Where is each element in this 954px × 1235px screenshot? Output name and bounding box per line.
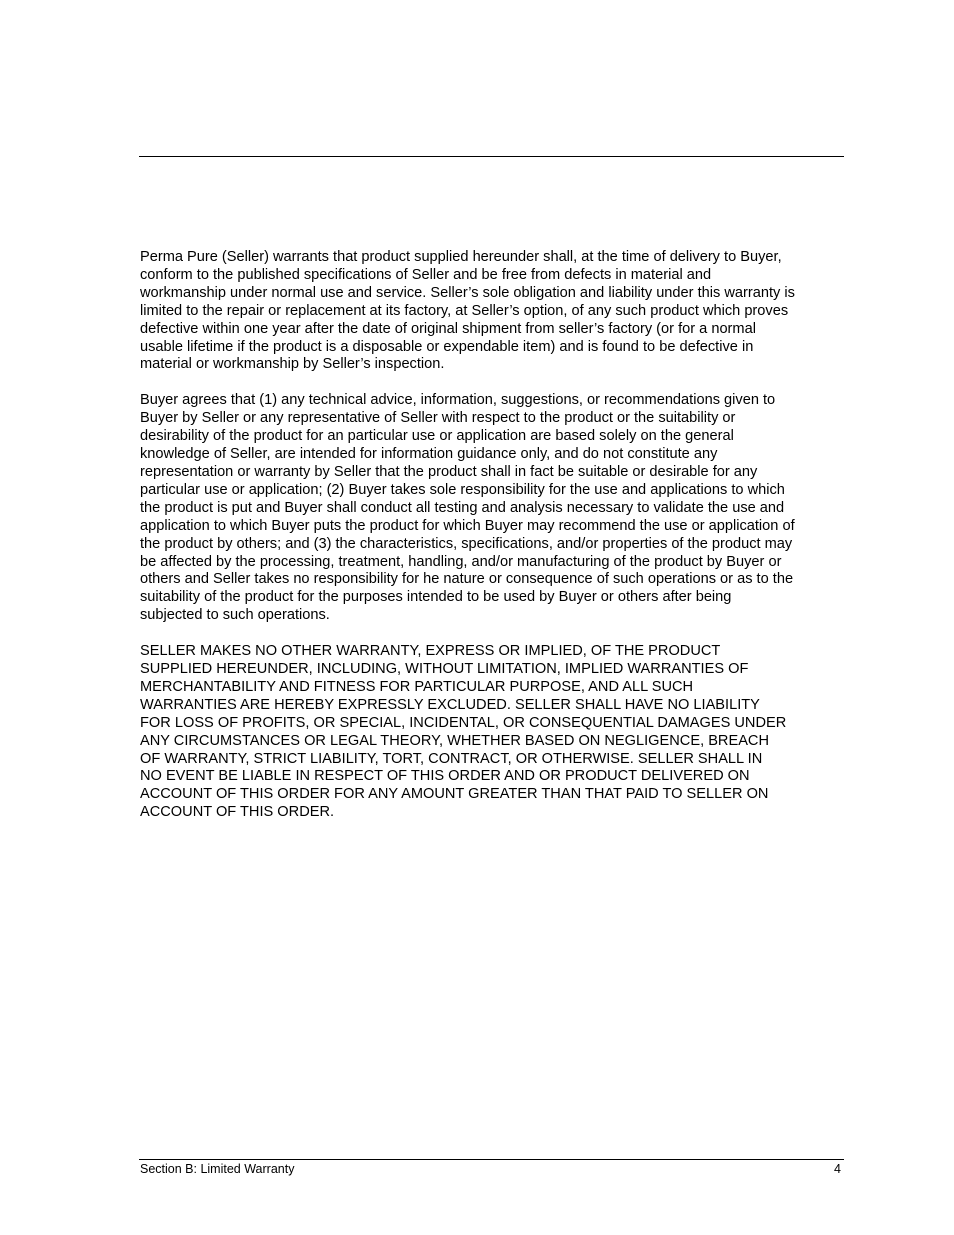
footer-section-label: Section B: Limited Warranty (140, 1162, 295, 1176)
page-number: 4 (834, 1162, 841, 1176)
document-body (140, 249, 846, 840)
footer-divider (139, 1159, 844, 1160)
header-divider (139, 156, 844, 157)
buyer-agreement-paragraph: Buyer agrees that (1) any technical advice, information, suggestions, or recommendations given to Buyer by Seller or any representative of Seller with respect to the product or the suitability or desirability of the product for an particular use or application are based solely on the general knowledge of Seller, are intended for information guidance only, and do not constitute any representation or warranty by Seller that the product shall in fact be suitable or desirable for any particular use or application; (2) Buyer takes sole responsibility for the use and applications to which the product is put and Buyer shall conduct all testing and analysis necessary to validate the use and application to which Buyer puts the product for which Buyer may recommend the use or application of the product by others; and (3) the characteristics, specifications, and/or properties of the product may be affected by the processing, treatment, handling, and/or manufacturing of the product by Buyer or others and Seller takes no responsibility for he nature or consequence of such operations or as to the suitability of the product for the purposes intended to be used by Buyer or others after being subjected to such operations. (140, 392, 795, 624)
disclaimer-paragraph: SELLER MAKES NO OTHER WARRANTY, EXPRESS OR IMPLIED, OF THE PRODUCT SUPPLIED HEREUNDER, INCLUDING, WITHOUT LIMITATION, IMPLIED WARRANTIES OF MERCHANTABILITY AND FITNESS FOR PARTICULAR PURPOSE, AND ALL SUCH WARRANTIES ARE HEREBY EXPRESSLY EXCLUDED. SELLER SHALL HAVE NO LIABILITY FOR LOSS OF PROFITS, OR SPECIAL, INCIDENTAL, OR CONSEQUENTIAL DAMAGES UNDER ANY CIRCUMSTANCES OR LEGAL THEORY, WHETHER BASED ON NEGLIGENCE, BREACH OF WARRANTY, STRICT LIABILITY, TORT, CONTRACT, OR OTHERWISE. SELLER SHALL IN NO EVENT BE LIABLE IN RESPECT OF THIS ORDER AND OR PRODUCT DELIVERED ON ACCOUNT OF THIS ORDER FOR ANY AMOUNT GREATER THAN THAT PAID TO SELLER ON ACCOUNT OF THIS ORDER. (140, 643, 787, 821)
warranty-paragraph: Perma Pure (Seller) warrants that product supplied hereunder shall, at the time of delivery to Buyer, conform to the published specifications of Seller and be free from defects in material and workmanship under normal use and service. Seller’s sole obligation and liability under this warranty is limited to the repair or replacement at its factory, at Seller’s option, of any such product which proves defective within one year after the date of original shipment from seller’s factory (or for a normal usable lifetime if the product is a disposable or expendable item) and is found to be defective in material or workmanship by Seller’s inspection. (140, 249, 795, 373)
